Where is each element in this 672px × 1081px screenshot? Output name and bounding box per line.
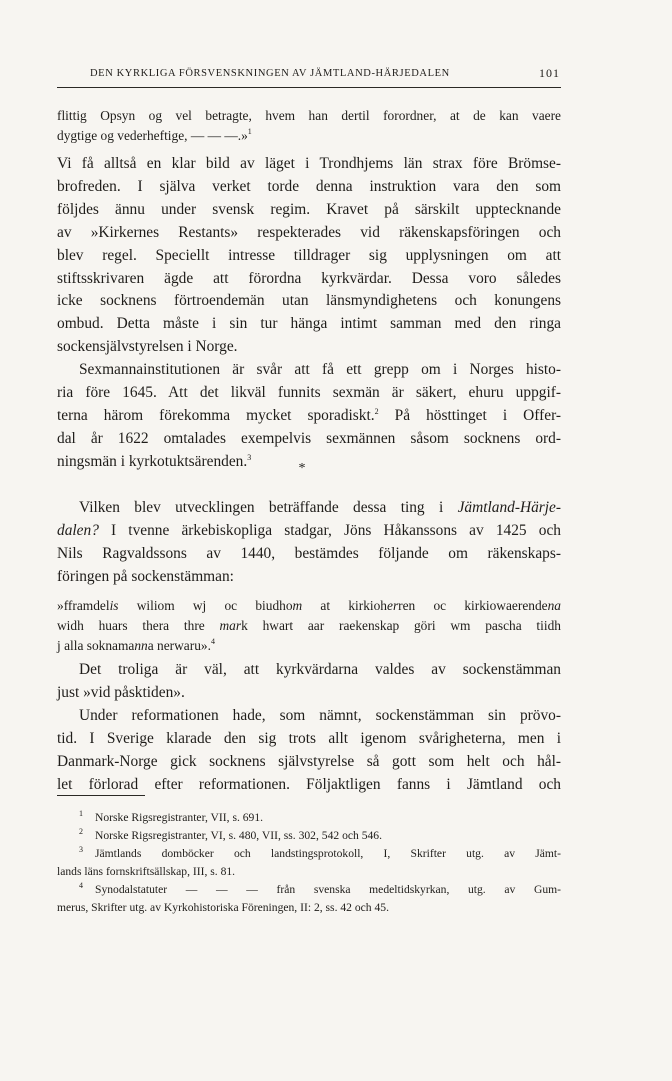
text-line: av »Kirkernes Restants» respekterades vid räkenskapsföringen och	[57, 223, 561, 241]
footnote-ref: 1	[247, 127, 252, 136]
header-rule	[57, 87, 561, 88]
footnote: 4 Synodalstatuter — — — från svenska medeltidskyrkan, utg. av Gum-	[79, 881, 561, 896]
running-header	[90, 66, 560, 84]
text-line: icke socknens förtroendemän utan länsmyndighetens och konungens	[57, 292, 561, 310]
text-line: föringen på sockenstämman:	[57, 567, 234, 585]
text-line: Under reformationen hade, som nämnt, sockenstämman sin prövo-	[79, 707, 561, 724]
page-number: 101	[539, 66, 560, 80]
text-line: »fframdelis wiliom wj oc biudhom at kirkioherren oc kirkiowaerendena	[57, 598, 561, 613]
text-line: let förlorad efter reformationen. Följaktligen fanns i Jämtland och	[57, 775, 561, 793]
text-line: terna härom förekomma mycket sporadiskt.$^2$ På hösttinget i Offer-	[57, 406, 562, 424]
quote-continuation	[57, 106, 561, 146]
section-break-asterisk: *	[298, 461, 306, 476]
text-line: blev regel. Speciellt intresse tilldrager sig upplysningen om att	[57, 246, 561, 264]
paragraph-5	[57, 705, 561, 797]
text-line: Det troliga är väl, att kyrkvärdarna valdes av sockenstämman	[79, 661, 561, 678]
footnote: 2 Norske Rigsregistranter, VI, s. 480, VII, ss. 302, 542 och 546.	[79, 827, 382, 842]
text-line: Nils Ragvaldssons av 1440, bestämdes följande om räkenskaps-	[57, 544, 561, 562]
text-line: Sexmannainstitutionen är svår att få ett grepp om i Norges histo-	[79, 361, 561, 378]
text-line: dal år 1622 omtalades exempelvis sexmännen såsom socknens ord-	[57, 429, 561, 447]
text-line: widh huars thera thre mark hwart aar raekenskap göri wm pascha tiidh	[57, 618, 561, 633]
paragraph-1	[57, 153, 561, 359]
text-line: j alla soknamanna nerwaru».$^4$	[57, 637, 215, 653]
text-line: Danmark-Norge gick socknens självstyrelse så gott som helt och hål-	[57, 752, 561, 770]
text-line: stiftsskrivaren ägde att förordna kyrkvärdar. Dessa voro således	[57, 269, 561, 287]
paragraph-2	[57, 359, 561, 474]
footnote-ref: 3	[247, 452, 252, 462]
text-line: just »vid påsktiden».	[57, 683, 185, 701]
running-title: DEN KYRKLIGA FÖRSVENSKNINGEN AV JÄMTLAND-HÄRJEDALEN	[90, 68, 450, 79]
text-line: följdes ännu under svensk regim. Kravet på särskilt upptecknande	[57, 200, 561, 218]
text-line: ombud. Detta måste i sin tur hänga intimt samman med den ringa	[57, 315, 561, 333]
footnotes	[57, 809, 561, 917]
text-line: brofreden. I själva verket torde denna instruktion vara den som	[57, 177, 561, 195]
medieval-quotation	[57, 596, 561, 656]
footnote-rule	[57, 795, 145, 796]
text-line: dalen? I tvenne ärkebiskopliga stadgar, Jöns Håkanssons av 1425 och	[57, 521, 561, 539]
footnote-continuation: merus, Skrifter utg. av Kyrkohistoriska Föreningen, II: 2, ss. 42 och 45.	[57, 901, 389, 914]
footnote-ref: 2	[374, 406, 379, 416]
paragraph-4	[57, 659, 561, 705]
text-line: Vilken blev utvecklingen beträffande dessa ting i Jämtland-Härje-	[79, 499, 561, 516]
text-line: flittig Opsyn og vel betragte, hvem han dertil forordner, at de kan vaere	[57, 108, 561, 123]
text-line: tid. I Sverige klarade den sig trots allt igenom svårigheterna, men i	[57, 729, 561, 747]
text-line: ningsmän i kyrkotuktsärenden.$^3$	[57, 452, 252, 470]
footnote: 1 Norske Rigsregistranter, VII, s. 691.	[79, 809, 264, 824]
text-line: dygtige og vederheftige, — — —.»$^1$	[57, 127, 252, 143]
text-line: sockensjälvstyrelsen i Norge.	[57, 338, 238, 356]
paragraph-3	[57, 497, 561, 589]
footnote-ref: 4	[210, 637, 215, 646]
text-line: ria före 1645. Att det likväl funnits sexmän är säkert, ehuru uppgif-	[57, 383, 561, 401]
text-line: Vi få alltså en klar bild av läget i Trondhjems län strax före Brömse-	[57, 155, 561, 172]
footnote: 3 Jämtlands domböcker och landstingsprotokoll, I, Skrifter utg. av Jämt-	[79, 845, 561, 860]
footnote-continuation: lands läns fornskriftsällskap, III, s. 81.	[57, 865, 236, 878]
